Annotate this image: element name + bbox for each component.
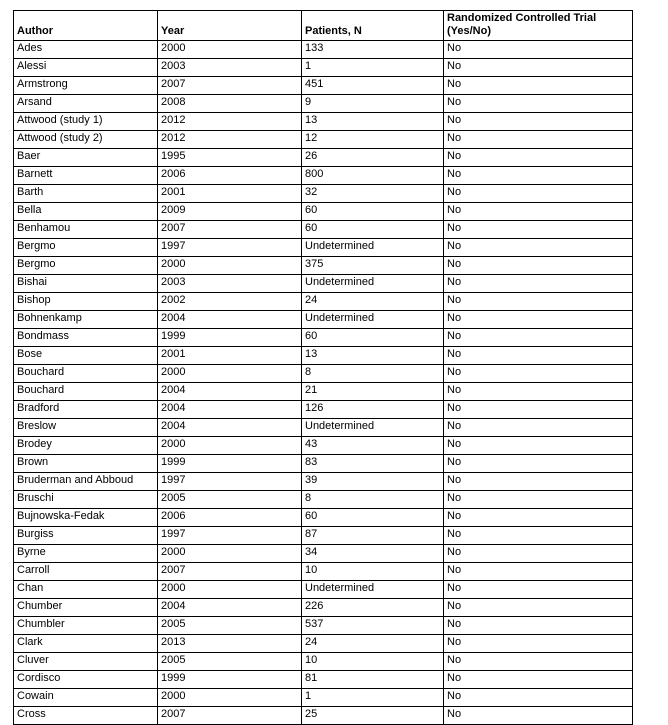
table-cell: 126 [302,401,444,419]
table-cell: Bujnowska-Fedak [14,509,158,527]
table-cell: Chumbler [14,617,158,635]
table-cell: Alessi [14,59,158,77]
table-cell: No [444,131,633,149]
table-cell: 10 [302,563,444,581]
table-row [14,275,633,293]
table-row [14,383,633,401]
table-row [14,653,633,671]
table-cell: 2008 [158,95,302,113]
table-cell: 2007 [158,707,302,725]
table-cell: 1999 [158,455,302,473]
table-cell: No [444,491,633,509]
table-cell: Bradford [14,401,158,419]
table-cell: Undetermined [302,581,444,599]
table-cell: 24 [302,293,444,311]
table-cell: Brodey [14,437,158,455]
table-cell: No [444,653,633,671]
table-cell: No [444,617,633,635]
table-cell: 10 [302,653,444,671]
table-cell: No [444,311,633,329]
table-cell: 13 [302,113,444,131]
table-cell: Bouchard [14,383,158,401]
table-cell: 2004 [158,311,302,329]
table-row [14,509,633,527]
table-cell: 2001 [158,185,302,203]
table-cell: Byrne [14,545,158,563]
table-cell: Bella [14,203,158,221]
table-row [14,365,633,383]
table-cell: No [444,401,633,419]
table-cell: No [444,419,633,437]
table-row [14,77,633,95]
table-cell: No [444,635,633,653]
table-cell: 60 [302,509,444,527]
table-cell: 1 [302,689,444,707]
table-cell: Bishop [14,293,158,311]
table-cell: 800 [302,167,444,185]
table-row [14,545,633,563]
table-cell: Bruschi [14,491,158,509]
table-cell: No [444,707,633,725]
table-cell: 21 [302,383,444,401]
table-cell: Bohnenkamp [14,311,158,329]
table-cell: 133 [302,41,444,59]
table-cell: No [444,275,633,293]
table-cell: No [444,455,633,473]
table-cell: 83 [302,455,444,473]
table-cell: 2000 [158,41,302,59]
table-cell: 13 [302,347,444,365]
table-row [14,419,633,437]
table-cell: Barnett [14,167,158,185]
table-cell: 60 [302,329,444,347]
column-header: Patients, N [302,11,444,41]
table-cell: No [444,239,633,257]
table-cell: Breslow [14,419,158,437]
table-cell: 226 [302,599,444,617]
table-cell: No [444,167,633,185]
table-row [14,347,633,365]
table-row [14,473,633,491]
table-cell: Bose [14,347,158,365]
table-row [14,167,633,185]
table-cell: No [444,41,633,59]
table-cell: 87 [302,527,444,545]
table-row [14,329,633,347]
table-cell: 43 [302,437,444,455]
table-cell: Cowain [14,689,158,707]
table-cell: 1999 [158,329,302,347]
table-cell: 34 [302,545,444,563]
table-cell: Chan [14,581,158,599]
table-cell: Arsand [14,95,158,113]
table-cell: Benhamou [14,221,158,239]
table-cell: Bergmo [14,257,158,275]
table-cell: Armstrong [14,77,158,95]
table-cell: Burgiss [14,527,158,545]
table-cell: No [444,77,633,95]
table-cell: Cordisco [14,671,158,689]
table-cell: 2000 [158,581,302,599]
table-cell: 60 [302,203,444,221]
table-cell: 1997 [158,473,302,491]
table-cell: Clark [14,635,158,653]
table-cell: 451 [302,77,444,95]
table-cell: No [444,257,633,275]
table-cell: Bruderman and Abboud [14,473,158,491]
table-cell: No [444,689,633,707]
table-cell: No [444,329,633,347]
table-cell: No [444,527,633,545]
table-cell: 2000 [158,437,302,455]
table-cell: 25 [302,707,444,725]
table-row [14,149,633,167]
table-cell: No [444,383,633,401]
table-body [14,41,633,725]
table-cell: Bergmo [14,239,158,257]
table-row [14,95,633,113]
table-cell: 2007 [158,563,302,581]
table-cell: No [444,113,633,131]
column-header: Author [14,11,158,41]
table-header-row [14,11,633,41]
table-row [14,455,633,473]
table-cell: 8 [302,365,444,383]
table-cell: 2005 [158,491,302,509]
table-cell: Bishai [14,275,158,293]
table-cell: 1999 [158,671,302,689]
table-row [14,491,633,509]
table-cell: No [444,671,633,689]
table-row [14,527,633,545]
table-cell: Undetermined [302,239,444,257]
table-cell: 2003 [158,59,302,77]
table-cell: 2006 [158,167,302,185]
table-cell: No [444,599,633,617]
table-cell: No [444,59,633,77]
table-cell: 2007 [158,221,302,239]
table-cell: Ades [14,41,158,59]
table-cell: 2000 [158,689,302,707]
table-cell: 375 [302,257,444,275]
table-cell: 2000 [158,257,302,275]
table-cell: No [444,293,633,311]
table-cell: No [444,581,633,599]
table-row [14,311,633,329]
table-row [14,113,633,131]
table-row [14,401,633,419]
column-header: Year [158,11,302,41]
table-cell: 2012 [158,131,302,149]
table-cell: 2007 [158,77,302,95]
table-row [14,203,633,221]
table-cell: No [444,95,633,113]
table-cell: 12 [302,131,444,149]
table-cell: Carroll [14,563,158,581]
table-cell: 2000 [158,365,302,383]
table-cell: No [444,365,633,383]
table-row [14,185,633,203]
table-cell: 2006 [158,509,302,527]
table-cell: Chumber [14,599,158,617]
table-cell: No [444,149,633,167]
table-cell: 2005 [158,653,302,671]
table-row [14,689,633,707]
table-cell: No [444,563,633,581]
table-cell: No [444,473,633,491]
table-cell: Cluver [14,653,158,671]
table-cell: 26 [302,149,444,167]
table-cell: Undetermined [302,311,444,329]
table-cell: Undetermined [302,419,444,437]
table-cell: 1997 [158,239,302,257]
table-row [14,239,633,257]
table-cell: No [444,437,633,455]
table-cell: 60 [302,221,444,239]
table-row [14,293,633,311]
table-row [14,617,633,635]
table-cell: Cross [14,707,158,725]
table-cell: 2000 [158,545,302,563]
table-row [14,257,633,275]
table-cell: Bondmass [14,329,158,347]
column-header: Randomized Controlled Trial (Yes/No) [444,11,633,41]
table-cell: 32 [302,185,444,203]
table-cell: 1 [302,59,444,77]
table-row [14,131,633,149]
table-cell: No [444,545,633,563]
table-row [14,41,633,59]
table-cell: 2004 [158,419,302,437]
table-row [14,59,633,77]
table-cell: Attwood (study 1) [14,113,158,131]
table-row [14,599,633,617]
table-cell: 2005 [158,617,302,635]
table-cell: No [444,509,633,527]
table-cell: 2004 [158,599,302,617]
table-cell: 2001 [158,347,302,365]
table-cell: 8 [302,491,444,509]
table-cell: No [444,221,633,239]
table-row [14,437,633,455]
table-cell: 1997 [158,527,302,545]
study-table [13,10,633,725]
table-cell: Bouchard [14,365,158,383]
table-cell: Brown [14,455,158,473]
table-cell: 2012 [158,113,302,131]
table-cell: 2002 [158,293,302,311]
table-cell: 537 [302,617,444,635]
table-cell: 24 [302,635,444,653]
table-cell: 81 [302,671,444,689]
table-cell: 2009 [158,203,302,221]
table-row [14,563,633,581]
table-cell: 2004 [158,383,302,401]
table-cell: 2013 [158,635,302,653]
table-cell: No [444,347,633,365]
table-row [14,635,633,653]
table-row [14,671,633,689]
table-cell: 9 [302,95,444,113]
table-cell: No [444,185,633,203]
table-row [14,707,633,725]
table-cell: 1995 [158,149,302,167]
table-cell: No [444,203,633,221]
table-cell: Barth [14,185,158,203]
table-cell: 39 [302,473,444,491]
table-cell: 2004 [158,401,302,419]
table-row [14,221,633,239]
table-row [14,581,633,599]
table-cell: Baer [14,149,158,167]
table-cell: Undetermined [302,275,444,293]
table-cell: Attwood (study 2) [14,131,158,149]
table-cell: 2003 [158,275,302,293]
